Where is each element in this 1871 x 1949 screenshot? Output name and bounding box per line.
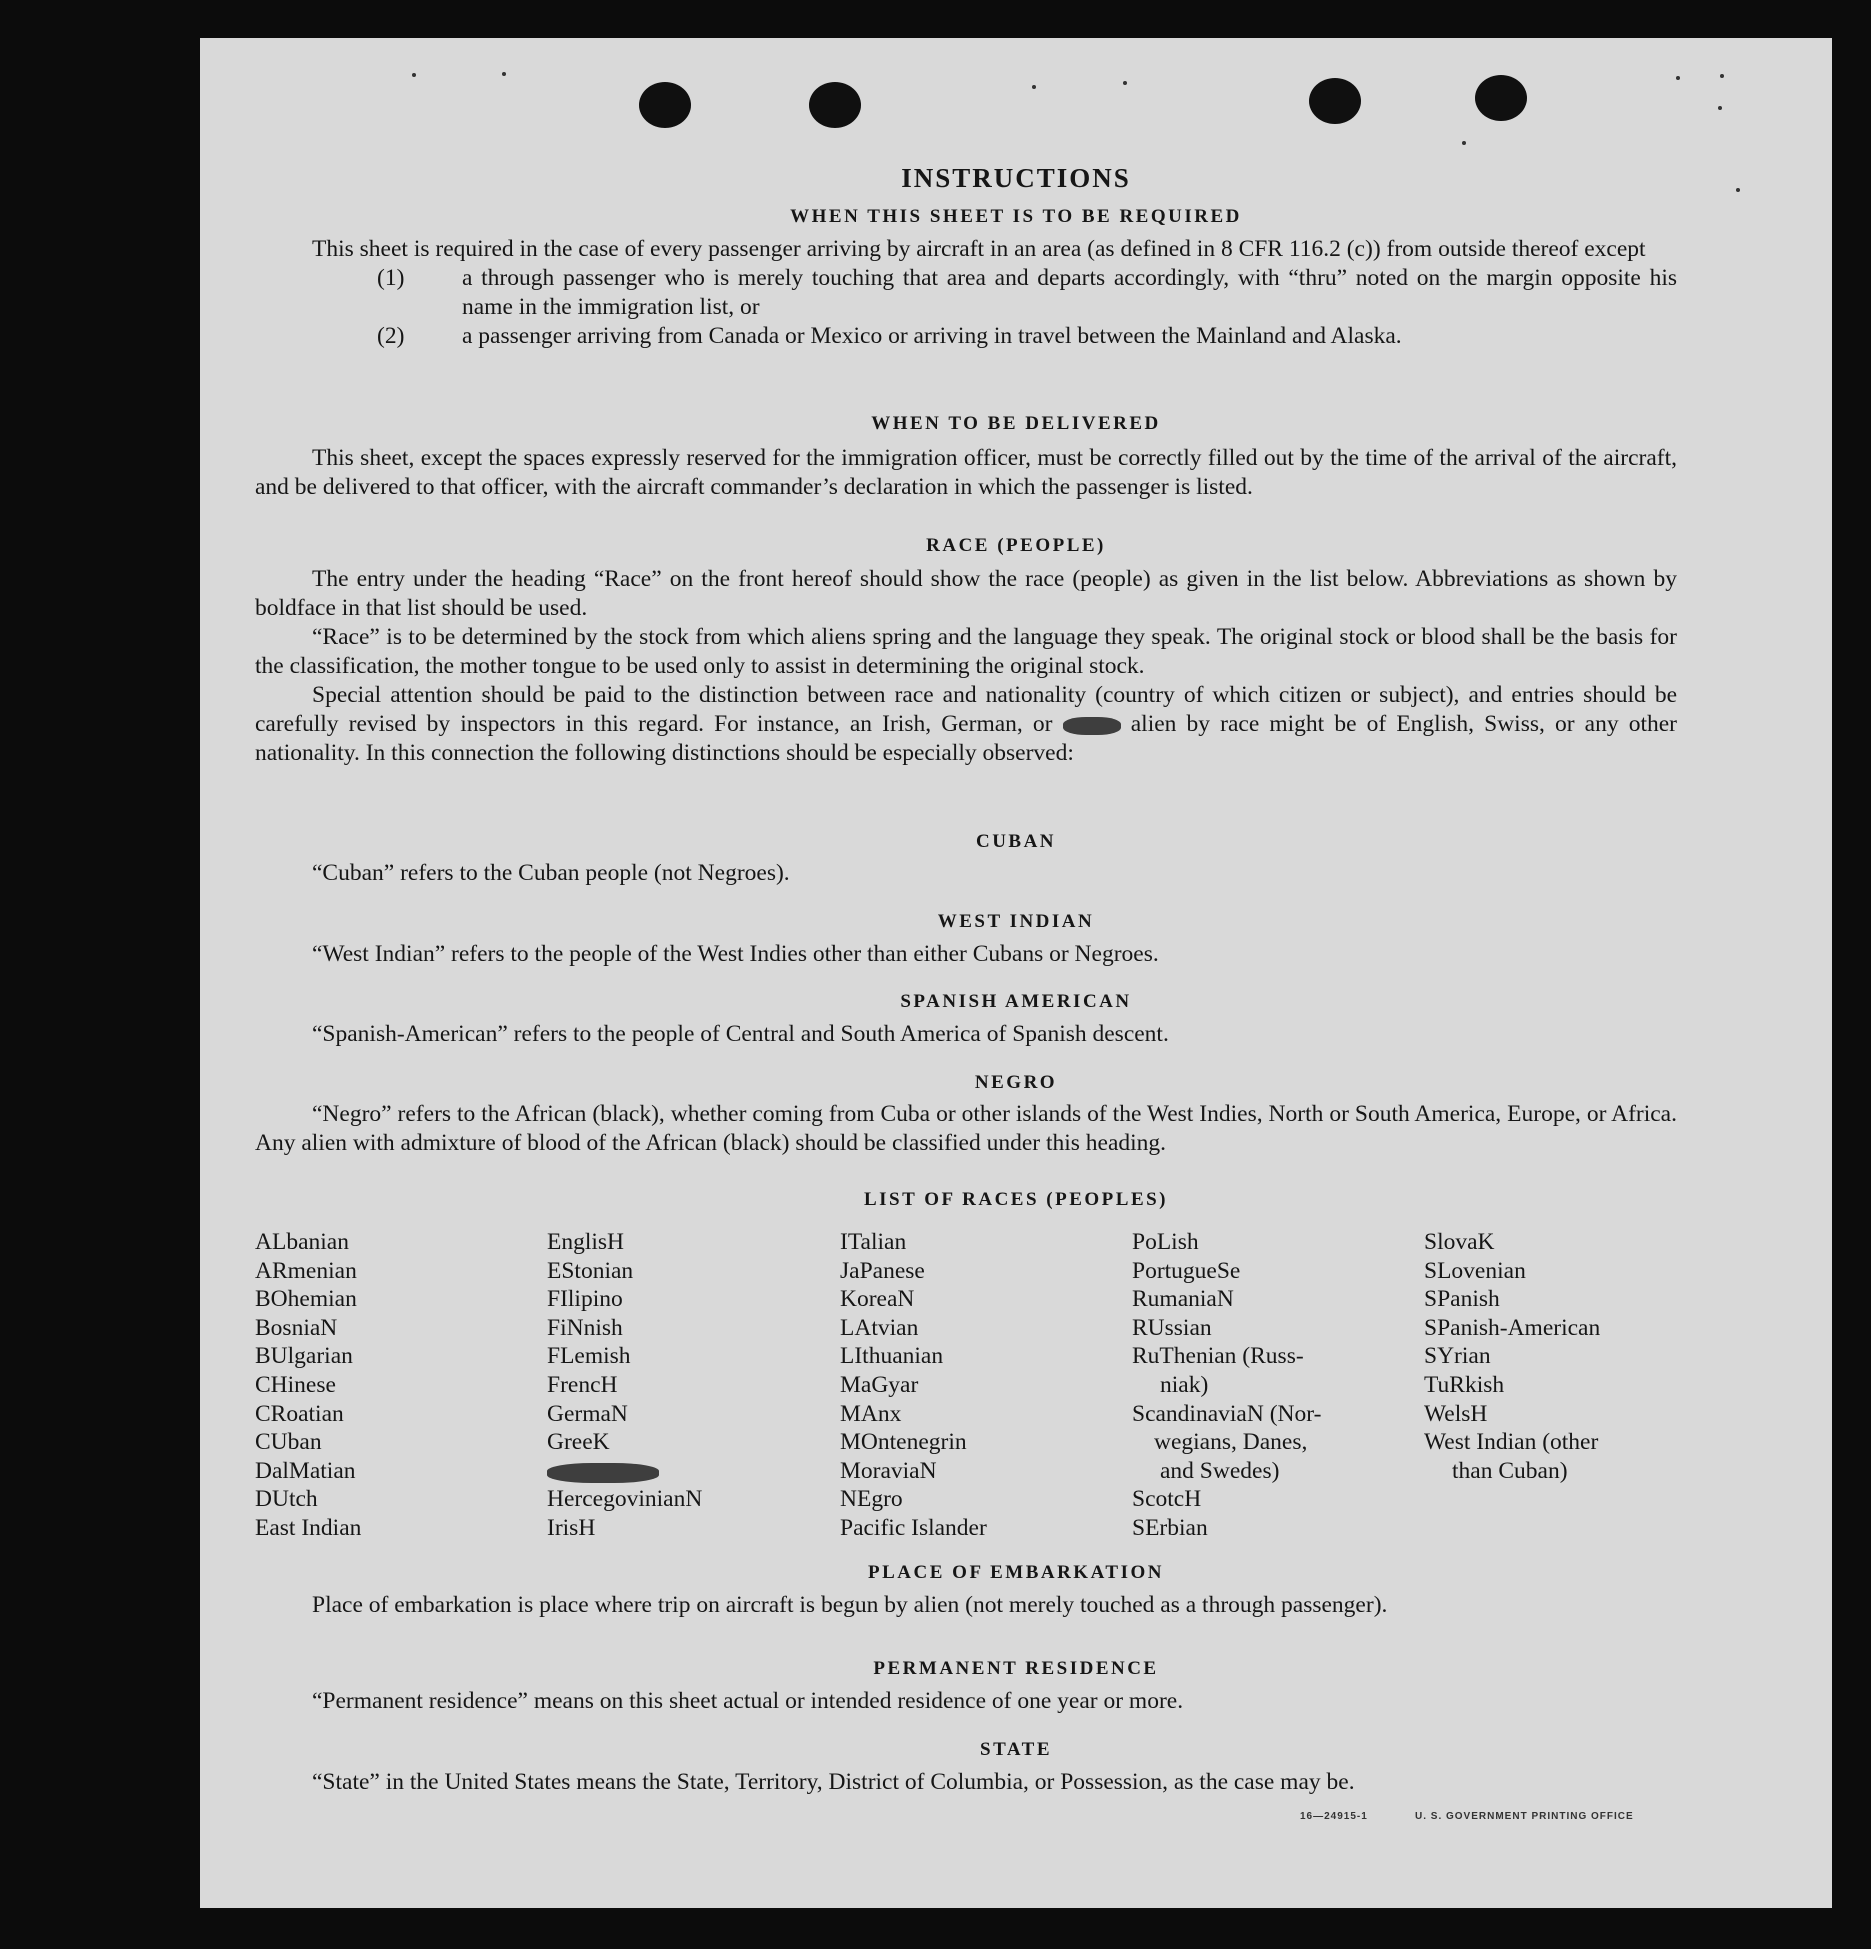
race-list-item-redacted	[547, 1457, 817, 1486]
race-list-item: JaPanese	[840, 1257, 925, 1284]
race-list-item: LIthuanian	[840, 1343, 944, 1370]
negro-text: “Negro” refers to the African (black), whether coming from Cuba or other islands of the West Indies, North or South America, Europe, or Africa. Any alien with admixture of blood of the African (black) should be classified under this heading.	[255, 1101, 1677, 1156]
residence-section	[255, 1687, 1677, 1716]
race-list-item: BOhemian	[255, 1286, 357, 1313]
speck	[1718, 106, 1722, 110]
section-heading-residence: PERMANENT RESIDENCE	[873, 1658, 1159, 1679]
race-paragraph-3-start: Special attention should be paid to the distinction between race and nationality (country of which citizen or subject), and entries should be carefully revised by inspectors in this regard. For instance, an Irish, German, or	[255, 682, 1677, 737]
section-heading-spanish-american: SPANISH AMERICAN	[900, 991, 1132, 1012]
residence-text: “Permanent residence” means on this sheet actual or intended residence of one year or more.	[312, 1688, 1184, 1714]
race-list-item-continued: niak)	[1160, 1371, 1209, 1398]
race-paragraph-2: “Race” is to be determined by the stock from which aliens spring and the language they speak. The original stock or blood shall be the basis for the classification, the mother tongue to be used only to assist in determining the original stock.	[255, 624, 1677, 679]
race-list-item: KoreaN	[840, 1286, 915, 1313]
race-list-item: Pacific Islander	[840, 1514, 987, 1541]
printer-credit: U. S. GOVERNMENT PRINTING OFFICE	[1415, 1811, 1634, 1822]
item-number: (2)	[377, 323, 405, 349]
item-text: a through passenger who is merely touching that area and departs accordingly, with “thru” noted on the margin opposite his name in the immigration list, or	[462, 265, 1677, 320]
exception-item-2	[255, 322, 1677, 351]
race-list-item: ALbanian	[255, 1229, 349, 1255]
race-list-item: NEgro	[840, 1486, 903, 1513]
race-list-item: CHinese	[255, 1371, 336, 1398]
race-list-item: BosniaN	[255, 1314, 338, 1341]
race-list-item: IrisH	[547, 1514, 596, 1541]
race-list-item: MoraviaN	[840, 1457, 937, 1484]
race-list-item: MOntenegrin	[840, 1429, 967, 1456]
punch-hole	[1309, 78, 1361, 124]
race-paragraph-1: The entry under the heading “Race” on the front hereof should show the race (people) as given in the list below. Abbreviations as shown by boldface in that list should be used.	[255, 566, 1677, 621]
race-list-item: DalMatian	[255, 1457, 356, 1484]
race-list-item: PoLish	[1132, 1229, 1199, 1255]
race-column-3	[840, 1228, 1110, 1543]
race-list-item: West Indian (other	[1424, 1429, 1599, 1456]
race-list-item: RuThenian (Russ-	[1132, 1343, 1304, 1370]
race-list-item: RUssian	[1132, 1314, 1212, 1341]
speck	[1720, 74, 1724, 78]
when-delivered-section	[255, 444, 1677, 502]
race-paragraph-3-end: alien by race might be of English, Swiss, or any other nationality. In this connection the following distinctions should be especially observed:	[255, 711, 1678, 766]
when-delivered-text: This sheet, except the spaces expressly reserved for the immigration officer, must be correctly filled out by the time of the arrival of the aircraft, and be delivered to that officer, with the aircraft commander’s declaration in which the passenger is listed.	[255, 445, 1677, 500]
state-text: “State” in the United States means the State, Territory, District of Columbia, or Possession, as the case may be.	[312, 1769, 1355, 1795]
section-heading-embarkation: PLACE OF EMBARKATION	[868, 1562, 1164, 1583]
race-list-item: HercegovinianN	[547, 1486, 703, 1513]
race-list-item-continued: and Swedes)	[1160, 1457, 1280, 1484]
race-list-item: ScotcH	[1132, 1486, 1202, 1513]
race-list-item: CRoatian	[255, 1400, 344, 1427]
exception-item-1	[255, 264, 1677, 322]
cuban-text: “Cuban” refers to the Cuban people (not Negroes).	[312, 860, 790, 886]
speck	[1462, 141, 1466, 145]
race-list-item: SlovaK	[1424, 1229, 1495, 1255]
race-section	[255, 565, 1677, 768]
west-indian-text: “West Indian” refers to the people of the West Indies other than either Cubans or Negroes.	[312, 941, 1159, 967]
section-heading-when-delivered: WHEN TO BE DELIVERED	[871, 413, 1161, 434]
section-heading-west-indian: WEST INDIAN	[937, 911, 1095, 932]
race-list-item: GreeK	[547, 1429, 610, 1456]
race-list-item: RumaniaN	[1132, 1286, 1234, 1313]
punch-hole	[809, 82, 861, 128]
race-list-item: SErbian	[1132, 1514, 1208, 1541]
form-number: 16—24915-1	[1300, 1811, 1368, 1822]
speck	[412, 73, 416, 77]
race-list-item: WelsH	[1424, 1400, 1488, 1427]
section-heading-race: RACE (PEOPLE)	[926, 535, 1106, 556]
race-list-item: MaGyar	[840, 1371, 919, 1398]
race-list-item-continued: than Cuban)	[1452, 1457, 1568, 1484]
section-heading-when-required: WHEN THIS SHEET IS TO BE REQUIRED	[790, 206, 1242, 227]
race-column-2	[547, 1228, 817, 1543]
race-list-item: CUban	[255, 1429, 322, 1456]
when-required-intro: This sheet is required in the case of every passenger arriving by aircraft in an area (as defined in 8 CFR 116.2 (c)) from outside thereof except	[312, 236, 1646, 262]
embarkation-text: Place of embarkation is place where trip on aircraft is begun by alien (not merely touched as a through passenger).	[312, 1592, 1388, 1618]
document-page	[200, 38, 1832, 1908]
race-list-item: LAtvian	[840, 1314, 919, 1341]
race-list-item: ITalian	[840, 1229, 907, 1255]
race-column-5	[1424, 1228, 1694, 1485]
race-list-item: DUtch	[255, 1486, 318, 1513]
punch-hole	[1475, 75, 1527, 121]
spanish-american-section	[255, 1020, 1677, 1049]
race-list-item: EnglisH	[547, 1229, 625, 1255]
race-list-item: TuRkish	[1424, 1371, 1505, 1398]
item-number: (1)	[377, 265, 405, 291]
race-list-item: SPanish-American	[1424, 1314, 1601, 1341]
speck	[1032, 85, 1036, 89]
race-list-item: FrencH	[547, 1371, 618, 1398]
when-required-section	[255, 235, 1677, 351]
race-list-item: SPanish	[1424, 1286, 1500, 1313]
race-list-item: EStonian	[547, 1257, 634, 1284]
race-list-item: East Indian	[255, 1514, 362, 1541]
state-section	[255, 1768, 1677, 1797]
spanish-american-text: “Spanish-American” refers to the people of Central and South America of Spanish descent.	[312, 1021, 1169, 1047]
race-list-item: PortugueSe	[1132, 1257, 1241, 1284]
section-heading-list-of-races: LIST OF RACES (PEOPLES)	[863, 1189, 1169, 1210]
cuban-section	[255, 859, 1677, 888]
speck	[502, 72, 506, 76]
negro-section	[255, 1100, 1677, 1158]
race-list-item: SLovenian	[1424, 1257, 1526, 1284]
punch-hole	[639, 82, 691, 128]
item-text: a passenger arriving from Canada or Mexico or arriving in travel between the Mainland and Alaska.	[462, 323, 1402, 349]
race-list-item: BUlgarian	[255, 1343, 353, 1370]
speck	[1676, 76, 1680, 80]
redaction-mark	[547, 1463, 659, 1483]
race-list-item: SYrian	[1424, 1343, 1491, 1370]
redaction-mark	[1063, 717, 1121, 735]
section-heading-state: STATE	[980, 1739, 1052, 1760]
section-heading-negro: NEGRO	[974, 1072, 1058, 1093]
race-list-item-continued: wegians, Danes,	[1154, 1429, 1308, 1456]
race-column-4	[1132, 1228, 1402, 1543]
section-heading-cuban: CUBAN	[975, 831, 1057, 852]
race-list-item: FiNnish	[547, 1314, 623, 1341]
race-list-item: GermaN	[547, 1400, 628, 1427]
race-column-1	[255, 1228, 525, 1543]
page-title: INSTRUCTIONS	[901, 163, 1131, 193]
race-list-item: ARmenian	[255, 1257, 357, 1284]
race-list-item: FIlipino	[547, 1286, 623, 1313]
race-paragraph-3	[255, 681, 1677, 768]
speck	[1123, 81, 1127, 85]
race-list-item: ScandinaviaN (Nor-	[1132, 1400, 1322, 1427]
race-list-item: MAnx	[840, 1400, 902, 1427]
west-indian-section	[255, 940, 1677, 969]
embarkation-section	[255, 1591, 1677, 1620]
race-list-item: FLemish	[547, 1343, 631, 1370]
